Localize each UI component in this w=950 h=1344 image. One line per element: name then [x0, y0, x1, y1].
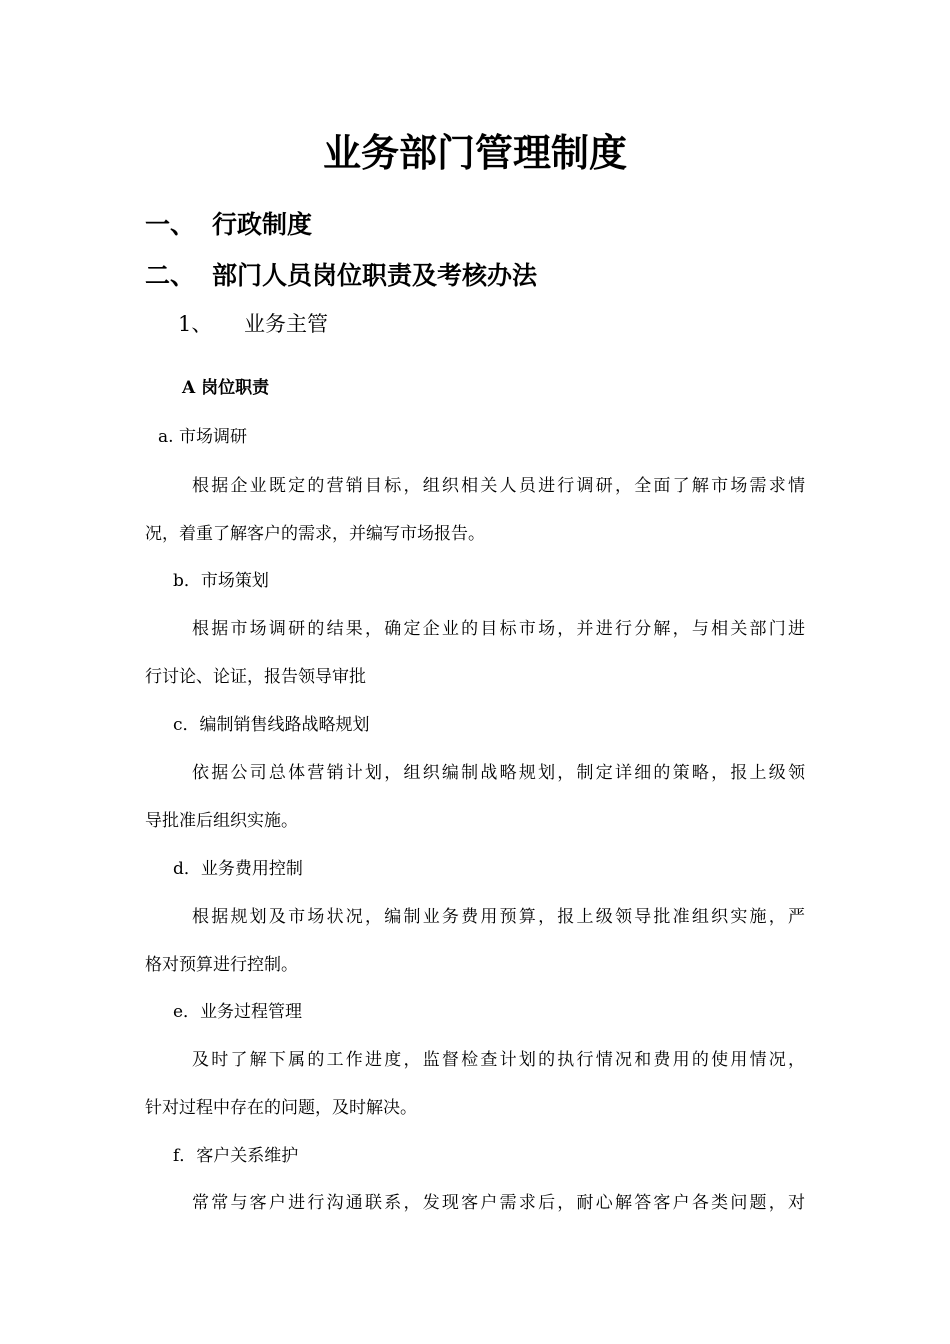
- paragraph-line: 针对过程中存在的问题，及时解决。: [145, 1098, 417, 1118]
- document-title: 业务部门管理制度: [322, 131, 627, 175]
- paragraph-line: 导批准后组织实施。: [145, 811, 298, 831]
- item-label-f: f．客户关系维护: [173, 1146, 299, 1166]
- paragraph-line: 依据公司总体营销计划，组织编制战略规划，制定详细的策略，报上级领: [192, 763, 805, 783]
- paragraph-line: 及时了解下属的工作进度，监督检查计划的执行情况和费用的使用情况，: [192, 1050, 805, 1070]
- subsection-title: 业务主管: [244, 312, 328, 336]
- item-label-b: b．市场策划: [173, 571, 269, 591]
- paragraph-line: 况，着重了解客户的需求，并编写市场报告。: [145, 524, 485, 544]
- item-label-a: a. 市场调研: [158, 427, 247, 447]
- paragraph-line: 根据企业既定的营销目标，组织相关人员进行调研，全面了解市场需求情: [192, 476, 805, 496]
- paragraph-line: 根据市场调研的结果，确定企业的目标市场，并进行分解，与相关部门进: [192, 619, 805, 639]
- item-label-d: d．业务费用控制: [173, 859, 303, 879]
- section-number: 一、: [145, 210, 196, 239]
- subsection-number: 1、: [178, 312, 213, 336]
- subsection-heading: [178, 309, 328, 339]
- item-label-c: c．编制销售线路战略规划: [173, 715, 370, 735]
- section-title: 部门人员岗位职责及考核办法: [212, 261, 538, 290]
- paragraph-line: 常常与客户进行沟通联系，发现客户需求后，耐心解答客户各类问题，对: [192, 1193, 805, 1213]
- paragraph-line: 根据规划及市场状况，编制业务费用预算，报上级领导批准组织实施，严: [192, 907, 805, 927]
- duty-subheading: A 岗位职责: [182, 378, 270, 398]
- paragraph-line: 行讨论、论证，报告领导审批: [145, 667, 366, 687]
- paragraph-line: 格对预算进行控制。: [145, 955, 298, 975]
- section-number: 二、: [145, 261, 196, 290]
- section-title: 行政制度: [212, 210, 313, 239]
- section-heading-2: [145, 259, 537, 293]
- item-label-e: e．业务过程管理: [173, 1002, 303, 1022]
- section-heading-1: [145, 208, 312, 242]
